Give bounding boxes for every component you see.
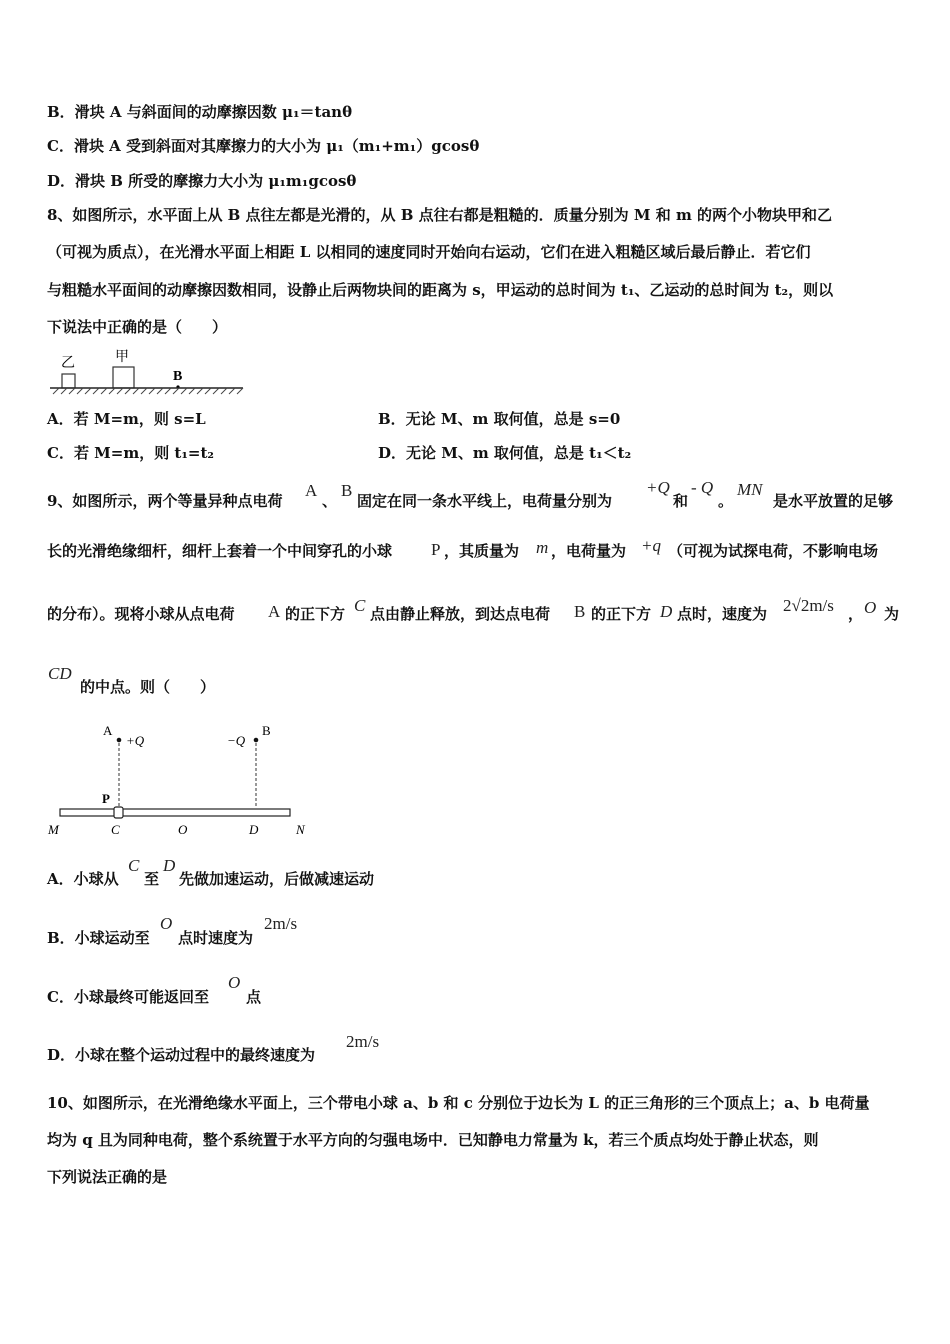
q9-math-o: O [864,598,877,617]
q9-math-velocity: 2√2m/s [783,596,834,615]
q9-line3-c: 点由静止释放，到达点电荷 [370,605,551,623]
q9-math-d: D [660,602,673,621]
q8-option-b: B．无论 M、m 取何值，总是 s=0 [378,410,621,428]
q8-stem-line-3: 与粗糙水平面间的动摩擦因数相同，设静止后两物块间的距离为 s，甲运动的总时间为 t₁、乙运动的总时间为 t₂，则以 [47,281,834,299]
q9-option-c-pre: C．小球最终可能返回至 [47,988,209,1006]
q9-line1-e: 。 [718,492,734,510]
q9-line2-a: 长的光滑绝缘细杆，细杆上套着一个中间穿孔的小球 [47,542,393,560]
q9-line3-e: 点时，速度为 [677,605,768,623]
fig-label-a: A [103,723,113,738]
block-jia [113,367,134,388]
q9-math-p: P [431,540,441,559]
q9-line1-b: 、 [322,492,338,510]
q9-math-b2: B [574,602,586,621]
ground-hatching [53,388,243,394]
q8-option-d: D．无论 M、m 取何值，总是 t₁＜t₂ [378,444,632,462]
q9-option-c-math-o: O [228,973,241,992]
q8-stem-line-4: 下说法中正确的是（ ） [47,318,228,336]
q9-line2-b: ，其质量为 [444,542,520,560]
q9-option-b-pre: B．小球运动至 [47,929,150,947]
q9-line1-c: 固定在同一条水平线上，电荷量分别为 [357,492,613,510]
q9-line3-f: ， [848,605,864,623]
q8-label-b: B [173,369,183,384]
q9-line3-g: 为 [884,605,900,623]
fig-label-d: D [249,822,259,837]
q7-option-b: B．滑块 A 与斜面间的动摩擦因数 μ₁＝tanθ [47,103,353,121]
q8-figure [45,346,250,398]
block-yi [62,374,75,388]
q9-line1-a: 9、如图所示，两个等量异种点电荷 [47,492,283,510]
charge-b-dot [254,738,259,743]
q9-option-c-post: 点 [246,988,262,1006]
q9-option-a-math-c: C [128,856,140,875]
charge-a-dot [117,738,122,743]
fig-label-o: O [178,822,188,837]
fig-label-n: N [296,822,305,837]
q9-math-m: m [536,538,549,557]
q9-line3-a: 的分布）。现将小球从点电荷 [47,605,235,623]
q8-option-a: A．若 M=m，则 s=L [47,410,206,428]
q10-stem-line-2: 均为 q 且为同种电荷，整个系统置于水平方向的匀强电场中．已知静电力常量为 k，若三个质点均处于静止状态，则 [47,1131,819,1149]
q9-figure [40,718,320,840]
q9-line2-d: （可视为试探电荷，不影响电场 [668,542,879,560]
q9-option-b-post: 点时速度为 [178,929,254,947]
q9-option-d-math-speed: 2m/s [346,1032,380,1051]
fig-label-c: C [111,822,120,837]
q9-math-c: C [354,596,366,615]
fig-label-minus-q: −Q [227,733,246,748]
q9-option-d-pre: D．小球在整个运动过程中的最终速度为 [47,1046,316,1064]
q9-option-a-math-d: D [163,856,176,875]
q7-option-c: C．滑块 A 受到斜面对其摩擦力的大小为 μ₁（m₁+m₁）gcosθ [47,137,480,155]
q9-line3-d: 的正下方 [591,605,652,623]
q9-math-mn: MN [737,480,763,499]
rod-mn [60,809,290,816]
q9-math-charge-a: A [305,481,318,500]
q9-line1-d: 和 [673,492,689,510]
ball-p [114,807,123,818]
q8-stem-line-1: 8、如图所示，水平面上从 B 点往左都是光滑的，从 B 点往右都是粗糙的．质量分别为 M 和 m 的两个小物块甲和乙 [47,206,833,224]
q9-line1-f: 是水平放置的足够 [773,492,894,510]
q9-math-minus-q: - Q [691,478,714,497]
q7-option-d: D．滑块 B 所受的摩擦力大小为 μ₁m₁gcosθ [47,172,357,190]
q9-line3-b: 的正下方 [285,605,346,623]
q10-stem-line-1: 10、如图所示，在光滑绝缘水平面上，三个带电小球 a、b 和 c 分别位于边长为 L 的正三角形的三个顶点上；a、b 电荷量 [47,1094,870,1112]
q9-math-charge-b: B [341,481,353,500]
q9-line4: 的中点。则（ ） [80,678,216,696]
fig-label-p: P [102,791,110,806]
q9-option-a-post: 先做加速运动，后做减速运动 [179,870,375,888]
q9-option-b-math-speed: 2m/s [264,914,298,933]
q9-option-a-pre: A．小球从 [47,870,119,888]
q9-math-cd: CD [48,664,72,683]
q8-label-yi: 乙 [61,356,75,371]
q10-stem-line-3: 下列说法正确的是 [47,1168,168,1186]
fig-label-m: M [48,822,59,837]
fig-label-plus-q: +Q [126,733,145,748]
q9-math-plus-small-q: +q [641,536,661,555]
q8-option-c: C．若 M=m，则 t₁=t₂ [47,444,214,462]
q9-math-plus-q: +Q [646,478,670,497]
q9-math-a2: A [268,602,281,621]
q9-option-b-math-o: O [160,914,173,933]
q9-option-a-mid: 至 [144,870,160,888]
fig-label-b: B [262,723,271,738]
q8-stem-line-2: （可视为质点），在光滑水平面上相距 L 以相同的速度同时开始向右运动，它们在进入粗糙区域后最后静止．若它们 [47,243,811,261]
q8-label-jia: 甲 [115,350,129,365]
q9-line2-c: ，电荷量为 [551,542,627,560]
